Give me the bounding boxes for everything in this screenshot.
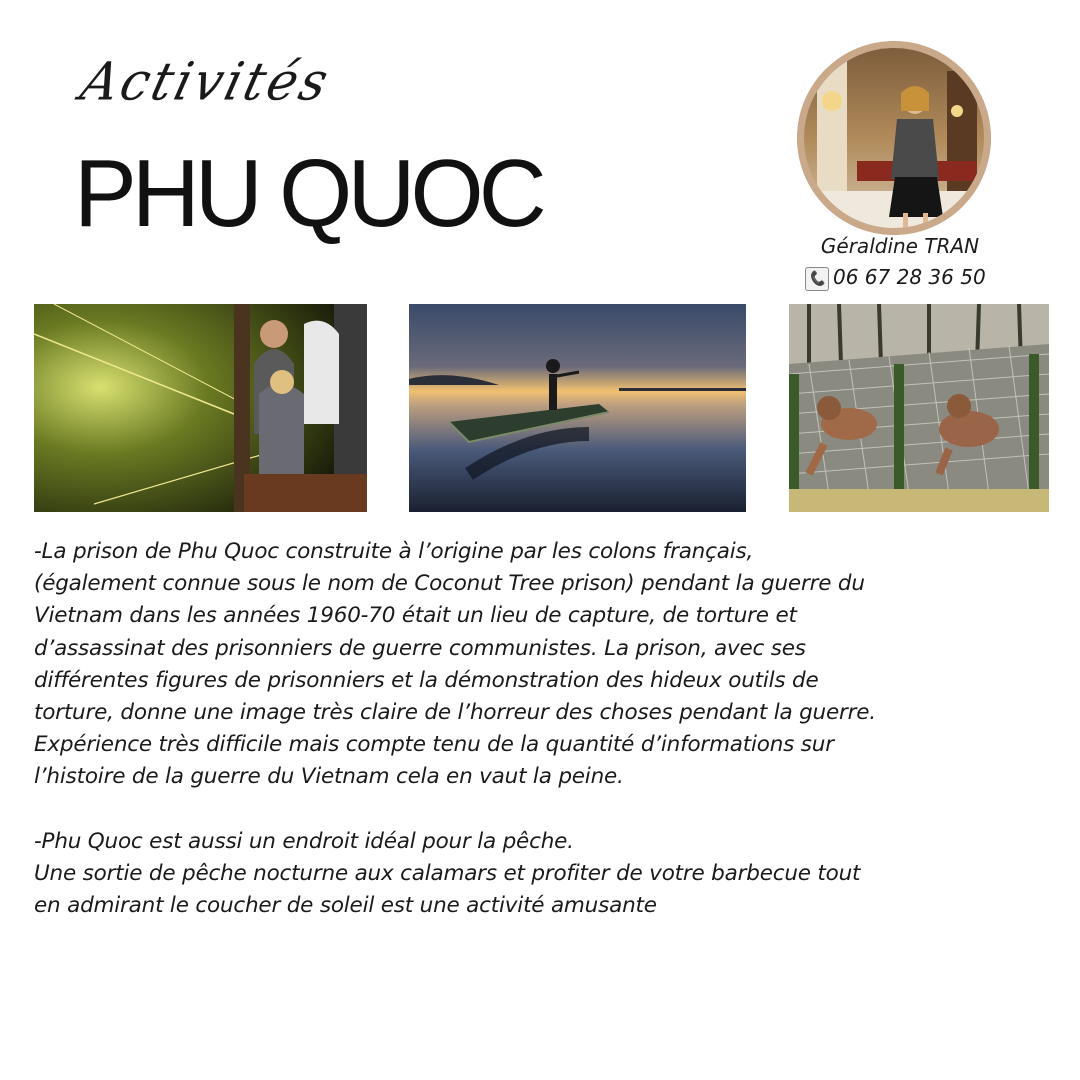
- text-line: -Phu Quoc est aussi un endroit idéal pour la pêche.: [34, 828, 574, 854]
- text-line: (également connue sous le nom de Coconut Tree prison) pendant la guerre du: [34, 571, 865, 597]
- paragraph-spacer: [34, 794, 1074, 826]
- text-line: Expérience très difficile mais compte tenu de la quantité d’informations sur: [34, 732, 834, 758]
- sunset-boat-photo: [409, 304, 746, 512]
- night-fishing-photo: [34, 304, 367, 512]
- paragraph-prison: [34, 536, 1074, 794]
- paragraph-fishing: [34, 826, 1074, 923]
- prison-cage-photo: [789, 304, 1049, 512]
- text-line: Une sortie de pêche nocturne aux calamars et profiter de votre barbecue tout: [34, 861, 861, 887]
- script-title: Activités: [74, 51, 337, 113]
- contact-name: Géraldine TRAN: [820, 234, 980, 258]
- body-text: [34, 536, 1074, 922]
- text-line: en admirant le coucher de soleil est une activité amusante: [34, 893, 657, 919]
- text-line: -La prison de Phu Quoc construite à l’origine par les colons français,: [34, 539, 754, 564]
- text-line: d’assassinat des prisonniers de guerre communistes. La prison, avec ses: [34, 635, 806, 661]
- avatar: [797, 41, 991, 235]
- text-line: torture, donne une image très claire de l’horreur des choses pendant la guerre.: [34, 700, 876, 726]
- text-line: l’histoire de la guerre du Vietnam cela en vaut la peine.: [34, 764, 624, 790]
- phone-icon: 📞: [805, 267, 829, 291]
- text-line: Vietnam dans les années 1960-70 était un lieu de capture, de torture et: [34, 603, 797, 629]
- page-title: PHU QUOC: [74, 140, 542, 247]
- text-line: différentes figures de prisonniers et la démonstration des hideux outils de: [34, 667, 819, 693]
- contact-phone[interactable]: [805, 263, 986, 291]
- phone-number[interactable]: 06 67 28 36 50: [833, 265, 986, 289]
